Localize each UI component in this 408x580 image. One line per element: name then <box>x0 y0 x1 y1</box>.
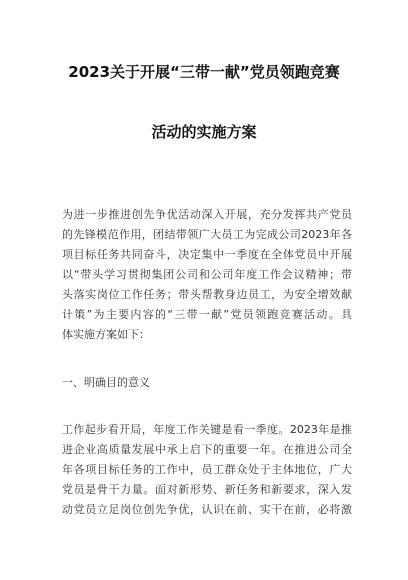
document-title-line-2: 活动的实施方案 <box>151 123 257 141</box>
text-line: 的先锋模范作用，团结带领广大员工为完成公司2023年各 <box>62 228 352 241</box>
text-line: 项目标任务共同奋斗，决定集中一季度在全体党员中开展 <box>62 248 352 261</box>
text-line: 为进一步推进创先争优活动深入开展，充分发挥共产党员 <box>62 208 352 221</box>
section-heading: 一、明确目的意义 <box>62 376 150 389</box>
text-line: 工作起步看开局，年度工作关键是看一季度。2023年是推 <box>62 423 352 436</box>
text-line: 动党员立足岗位创先争优，认识在前、实干在前，必将激 <box>62 503 352 516</box>
text-line: 计策”为主要内容的“三带一献”党员领跑竞赛活动。具 <box>62 308 352 321</box>
text-line: 年各项目标任务的工作中，员工群众处于主体地位，广大 <box>62 463 352 476</box>
text-line: 进企业高质量发展中承上启下的重要一年。在推进公司全 <box>62 443 352 456</box>
text-line: 党员是骨干力量。面对新形势、新任务和新要求，深入发 <box>62 483 352 496</box>
text-line: 体实施方案如下： <box>62 328 150 341</box>
document-title-line-1: 2023关于开展“三带一献”党员领跑竞赛 <box>68 63 340 81</box>
text-line: 头落实岗位工作任务；带头帮教身边员工，为安全增效献 <box>62 288 352 301</box>
intro-paragraph <box>62 205 352 345</box>
section-1-paragraph <box>62 420 352 520</box>
text-line: 以“带头学习贯彻集团公司和公司年度工作会议精神；带 <box>62 268 352 281</box>
